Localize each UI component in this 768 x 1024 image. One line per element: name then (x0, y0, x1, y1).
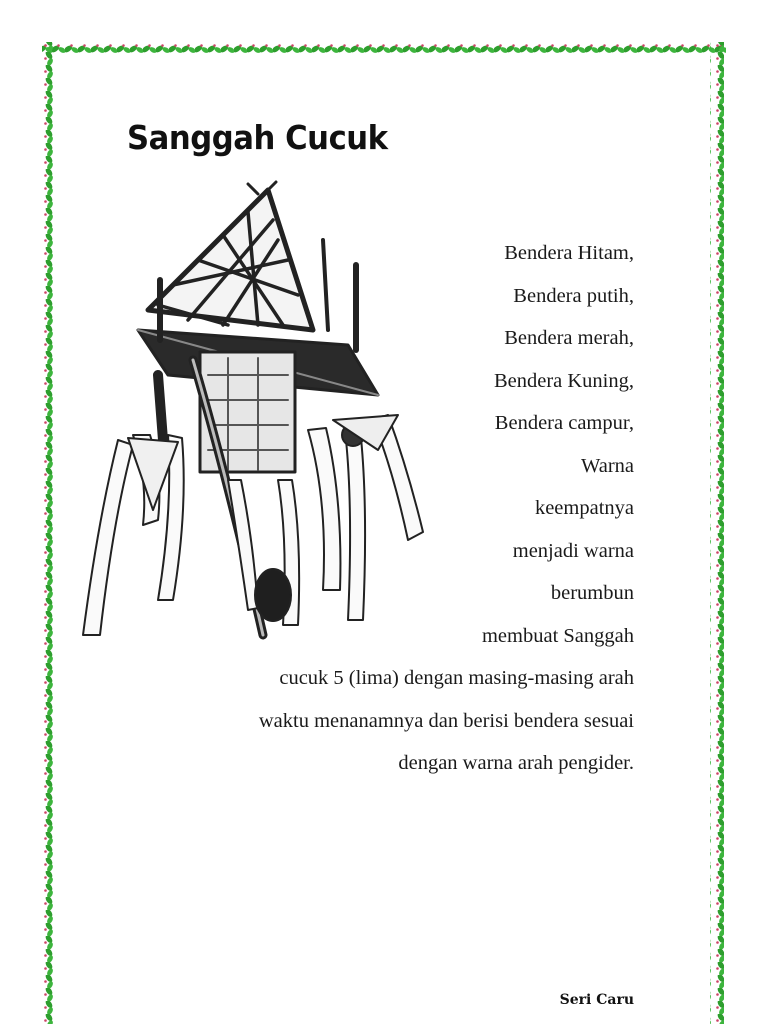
poem-line: dengan warna arah pengider. (398, 752, 634, 774)
poem-text (259, 232, 634, 785)
poem-line: berumbun (550, 582, 634, 604)
poem-line: Bendera Hitam, (504, 242, 634, 264)
poem-line: keempatnya (534, 497, 634, 519)
poem-line: menjadi warna (512, 539, 634, 562)
poem-line: cucuk 5 (lima) dengan masing-masing arah (279, 667, 634, 689)
poem-line: Bendera Kuning, (493, 369, 634, 392)
poem-line: waktu menanamnya dan berisi bendera sesuai (258, 709, 634, 732)
poem-line: membuat Sanggah (481, 624, 634, 647)
poem-line: Warna (581, 454, 634, 477)
page-title: Sanggah Cucuk (127, 118, 388, 157)
poem-line: Bendera putih, (513, 284, 634, 307)
series-footer: Seri Caru (559, 992, 634, 1008)
poem-line: Bendera campur, (494, 412, 634, 434)
poem-line: Bendera merah, (504, 327, 634, 349)
